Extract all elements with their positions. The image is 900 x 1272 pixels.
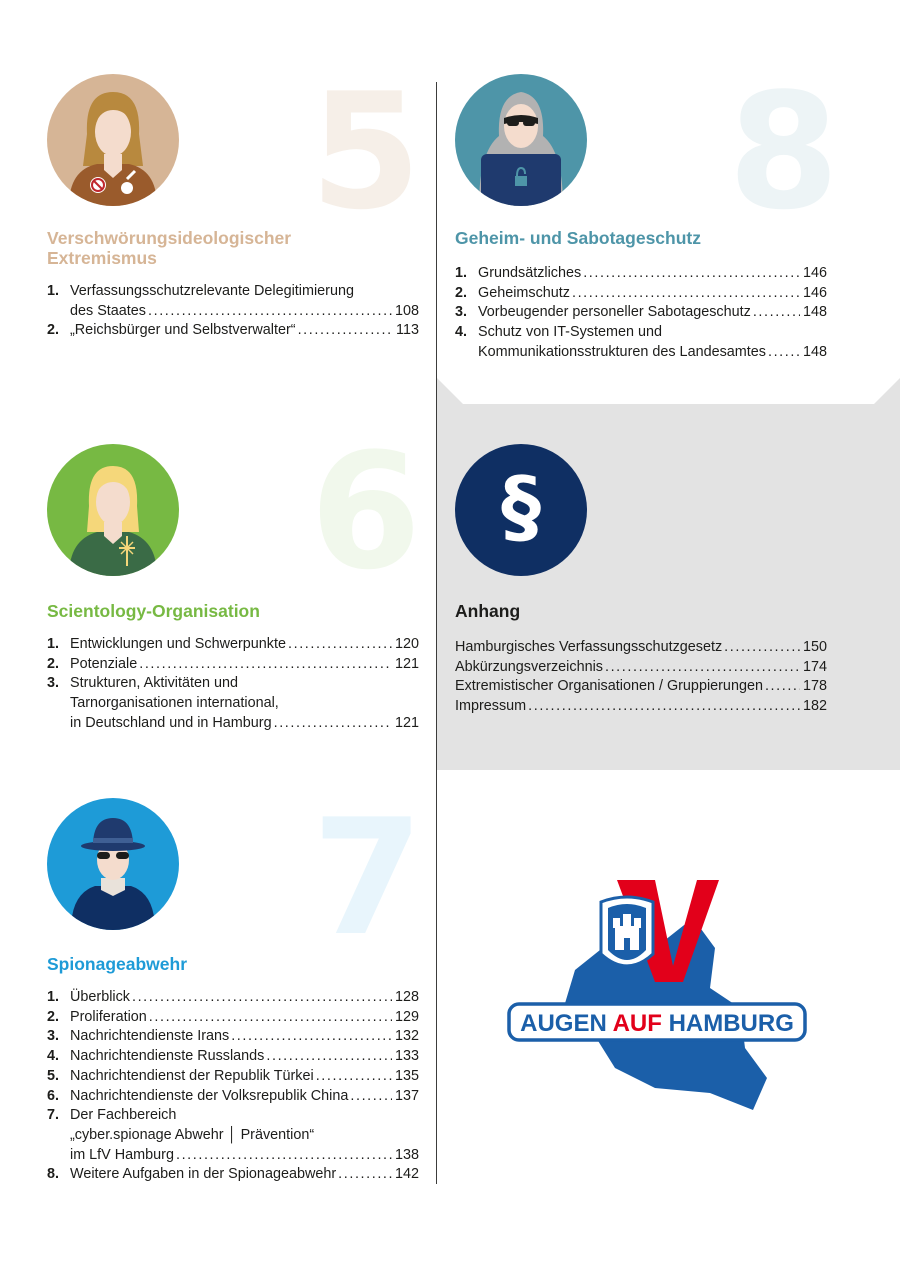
toc-item-text: „Reichsbürger und Selbstverwalter“: [70, 322, 296, 339]
toc-item-page: 148: [802, 343, 827, 360]
dot-leader: [753, 303, 800, 323]
dot-leader: [350, 1087, 392, 1107]
toc-item-number: 6.: [47, 1087, 60, 1104]
toc-item-number: 2.: [47, 322, 60, 339]
toc-item-page: 146: [802, 265, 827, 281]
toc-item-number: 3.: [47, 675, 60, 692]
toc-item-page: 174: [802, 658, 827, 675]
toc-item-page: 120: [394, 636, 419, 652]
toc-item-number: 2.: [47, 655, 60, 672]
paragraph-icon: [455, 444, 587, 576]
toc-item-text: Überblick: [70, 989, 130, 1005]
toc-item[interactable]: [47, 321, 419, 341]
toc-item-number: 8.: [47, 1166, 60, 1183]
toc-item[interactable]: [455, 284, 827, 304]
dot-leader: [528, 697, 800, 717]
toc-item-page: 142: [394, 1166, 419, 1183]
scientology-woman-avatar-icon: [47, 444, 179, 576]
toc-item-page: 121: [394, 655, 419, 672]
dot-leader: [724, 638, 800, 658]
toc-item-text: des Staates: [70, 302, 147, 319]
toc-item-number: 1.: [455, 265, 468, 281]
toc-item-page: 178: [802, 678, 827, 695]
toc-item-page: 137: [394, 1087, 419, 1104]
column-divider: [436, 82, 437, 1184]
dot-leader: [288, 635, 392, 655]
section-title-espionage: Spionageabwehr: [47, 954, 188, 974]
toc-item-text: Nachrichtendienste der Volksrepublik China: [70, 1087, 349, 1104]
toc-item-page: 146: [802, 284, 827, 301]
logo-word-hamburg: HAMBURG: [668, 1010, 794, 1037]
toc-item-text: Vorbeugender personeller Sabotageschutz: [478, 304, 751, 321]
dot-leader: [148, 302, 392, 322]
toc-item-text: Verfassungsschutzrelevante Delegitimierung: [70, 283, 354, 299]
dot-leader: [149, 1008, 392, 1028]
toc-anhang: [455, 638, 827, 717]
dot-leader: [338, 1165, 392, 1185]
toc-item-page: 138: [394, 1146, 419, 1163]
svg-text:AUGEN AUF HAMBURG: [520, 1010, 794, 1037]
toc-item[interactable]: [47, 1087, 419, 1107]
toc-item-page: 182: [802, 698, 827, 715]
toc-item-page: 121: [394, 714, 419, 731]
toc-section-7: [47, 988, 419, 1185]
toc-item-text: Impressum: [455, 698, 527, 715]
toc-item[interactable]: [455, 323, 827, 362]
toc-item-number: 3.: [47, 1028, 60, 1045]
toc-item-text: Hamburgisches Verfassungsschutzgesetz: [455, 639, 723, 655]
paragraph-symbol: §: [501, 460, 541, 553]
toc-item[interactable]: [47, 282, 419, 321]
dot-leader: [298, 321, 393, 341]
toc-item-page: 129: [394, 1008, 419, 1025]
toc-item-text: „cyber.spionage Abwehr │ Prävention“: [70, 1126, 315, 1143]
toc-item-text: Der Fachbereich: [70, 1107, 177, 1124]
toc-item-text: Entwicklungen und Schwerpunkte: [70, 636, 286, 652]
toc-item-page: 148: [802, 304, 827, 321]
section-number-5: 5: [310, 58, 418, 245]
toc-item[interactable]: [47, 635, 419, 655]
toc-item-page: 135: [394, 1067, 419, 1084]
toc-item-number: 2.: [455, 284, 468, 301]
toc-item[interactable]: [455, 638, 827, 658]
dot-leader: [139, 655, 392, 675]
dot-leader: [583, 264, 800, 284]
dot-leader: [274, 714, 392, 734]
toc-section-5: [47, 282, 419, 341]
dot-leader: [765, 677, 800, 697]
dot-leader: [132, 988, 392, 1008]
toc-item-text: Strukturen, Aktivitäten und: [70, 675, 238, 692]
section-number-6: 6: [310, 418, 418, 605]
conspiracy-woman-avatar-icon: [47, 74, 179, 206]
toc-item-page: 128: [394, 989, 419, 1005]
toc-item[interactable]: [455, 303, 827, 323]
toc-item-page: 150: [802, 639, 827, 655]
logo-word-augen: AUGEN: [520, 1010, 607, 1037]
toc-item-number: 2.: [47, 1008, 60, 1025]
toc-item-text: Schutz von IT-Systemen und: [478, 324, 662, 341]
toc-item-number: 7.: [47, 1107, 60, 1124]
toc-item[interactable]: [47, 1106, 419, 1165]
toc-item-text: Extremistischer Organisationen / Gruppierungen: [455, 678, 763, 695]
toc-item-number: 3.: [455, 304, 468, 321]
toc-item-text: Proliferation: [70, 1008, 147, 1025]
section-title-sabotage: Geheim- und Sabotageschutz: [455, 228, 701, 248]
toc-item[interactable]: [455, 697, 827, 717]
logo-word-auf: AUF: [612, 1010, 662, 1037]
toc-item[interactable]: [455, 658, 827, 678]
toc-section-8: [455, 264, 827, 363]
toc-item-page: 113: [396, 322, 419, 339]
toc-item-text: Nachrichtendienst der Republik Türkei: [70, 1067, 314, 1084]
toc-item-page: 133: [394, 1048, 419, 1065]
toc-item-text: Potenziale: [70, 655, 138, 672]
spy-avatar-icon: [47, 798, 179, 930]
toc-item-number: 1.: [47, 636, 60, 652]
toc-item-text: Nachrichtendienste Irans: [70, 1028, 230, 1045]
toc-item-text: Geheimschutz: [478, 284, 570, 301]
dot-leader: [266, 1047, 392, 1067]
toc-item-text: Abkürzungsverzeichnis: [455, 658, 603, 675]
section-title-anhang: Anhang: [455, 601, 521, 621]
toc-item-number: 4.: [455, 324, 468, 341]
toc-item-text: im LfV Hamburg: [70, 1146, 174, 1163]
toc-item[interactable]: [455, 677, 827, 697]
hacker-avatar-icon: [455, 74, 587, 206]
toc-item-page: 132: [394, 1028, 419, 1045]
toc-item[interactable]: [47, 655, 419, 675]
toc-item-text: in Deutschland und in Hamburg: [70, 714, 272, 731]
dot-leader: [768, 343, 800, 363]
toc-item[interactable]: [47, 674, 419, 733]
section-title-extremism: Verschwörungsideologischer Extremismus: [47, 228, 292, 268]
toc-item[interactable]: [47, 1047, 419, 1067]
toc-item[interactable]: [47, 1008, 419, 1028]
toc-item[interactable]: [47, 1067, 419, 1087]
toc-item[interactable]: [47, 1027, 419, 1047]
dot-leader: [316, 1067, 392, 1087]
dot-leader: [605, 658, 800, 678]
toc-item-page: 108: [394, 302, 419, 319]
augen-auf-hamburg-logo-icon: [505, 878, 815, 1113]
toc-item[interactable]: [47, 1165, 419, 1185]
section-title-scientology: Scientology-Organisation: [47, 601, 260, 621]
toc-item-text: Nachrichtendienste Russlands: [70, 1048, 265, 1065]
section-number-7: 7: [312, 784, 420, 971]
toc-item-text: Grundsätzliches: [478, 265, 582, 281]
dot-leader: [176, 1146, 392, 1166]
toc-item[interactable]: [47, 988, 419, 1008]
toc-item-number: 4.: [47, 1048, 60, 1065]
toc-item-text: Tarnorganisationen international,: [70, 695, 279, 712]
dot-leader: [572, 284, 800, 304]
section-number-8: 8: [728, 58, 836, 245]
toc-item-text: Weitere Aufgaben in der Spionageabwehr: [70, 1166, 337, 1183]
toc-item-number: 5.: [47, 1067, 60, 1084]
toc-item-number: 1.: [47, 283, 60, 299]
toc-item-text: Kommunikationsstrukturen des Landesamtes: [478, 343, 766, 360]
toc-section-6: [47, 635, 419, 734]
toc-item[interactable]: [455, 264, 827, 284]
toc-item-number: 1.: [47, 989, 60, 1005]
dot-leader: [231, 1027, 392, 1047]
